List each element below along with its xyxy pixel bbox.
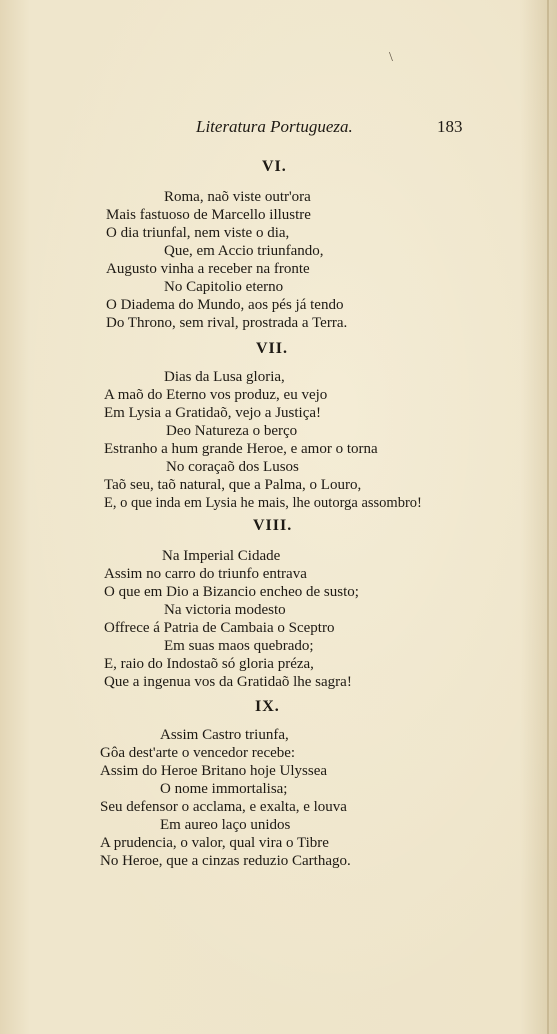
verse-line: Gôa dest'arte o vencedor recebe: [100,745,296,761]
verse-line: Em Lysia a Gratidaõ, vejo a Justiça! [104,405,322,421]
verse-line: Roma, naõ viste outr'ora [164,189,311,205]
verse-line: A prudencia, o valor, qual vira o Tibre [100,835,329,851]
running-title: Literatura Portugueza. [196,117,353,136]
verse-line: Em suas maos quebrado; [164,638,314,654]
verse-line: Na Imperial Cidade [162,548,281,564]
verse-line: Em aureo laço unidos [160,817,291,833]
verse-line: Offrece á Patria de Cambaia o Sceptro [104,620,335,636]
stanza-numeral: VIII. [253,517,293,534]
page-number: 183 [437,117,463,136]
verse-line: Que, em Accio triunfando, [164,243,324,259]
verse-line: Dias da Lusa gloria, [164,369,285,385]
verse-line: E, raio do Indostaõ só gloria préza, [104,656,314,672]
verse-line: E, o que inda em Lysia he mais, lhe outorga assombro! [104,495,422,511]
verse-line: Deo Natureza o berço [166,423,298,439]
verse-line: Assim no carro do triunfo entrava [104,566,307,582]
verse-line: Estranho a hum grande Heroe, e amor o torna [104,441,378,457]
verse-line: Taõ seu, taõ natural, que a Palma, o Louro, [104,477,362,493]
page-edge [547,0,549,1034]
verse-line: Assim Castro triunfa, [160,727,289,743]
page-header [0,117,557,139]
verse-line: Mais fastuoso de Marcello illustre [106,207,311,223]
stray-mark: \ [389,50,393,65]
stanza-numeral: VII. [256,340,289,357]
stanza-numeral: VI. [262,158,287,175]
verse-line: O Diadema do Mundo, aos pés já tendo [106,297,344,313]
verse-line: Assim do Heroe Britano hoje Ulyssea [100,763,328,779]
verse-line: O que em Dio a Bizancio encheo de susto; [104,584,359,600]
verse-line: O nome immortalisa; [160,781,288,797]
verse-line: Augusto vinha a receber na fronte [106,261,310,277]
verse-line: No Capitolio eterno [164,279,284,295]
stanza-numeral: IX. [255,698,280,715]
verse-line: A maõ do Eterno vos produz, eu vejo [104,387,328,403]
verse-line: Do Throno, sem rival, prostrada a Terra. [106,315,348,331]
verse-line: Na victoria modesto [164,602,286,618]
verse-line: Seu defensor o acclama, e exalta, e louva [100,799,347,815]
verse-line: No Heroe, que a cinzas reduzio Carthago. [100,853,351,869]
verse-line: No coraçaõ dos Lusos [166,459,299,475]
verse-line: O dia triunfal, nem viste o dia, [106,225,290,241]
verse-line: Que a ingenua vos da Gratidaõ lhe sagra! [104,674,352,690]
